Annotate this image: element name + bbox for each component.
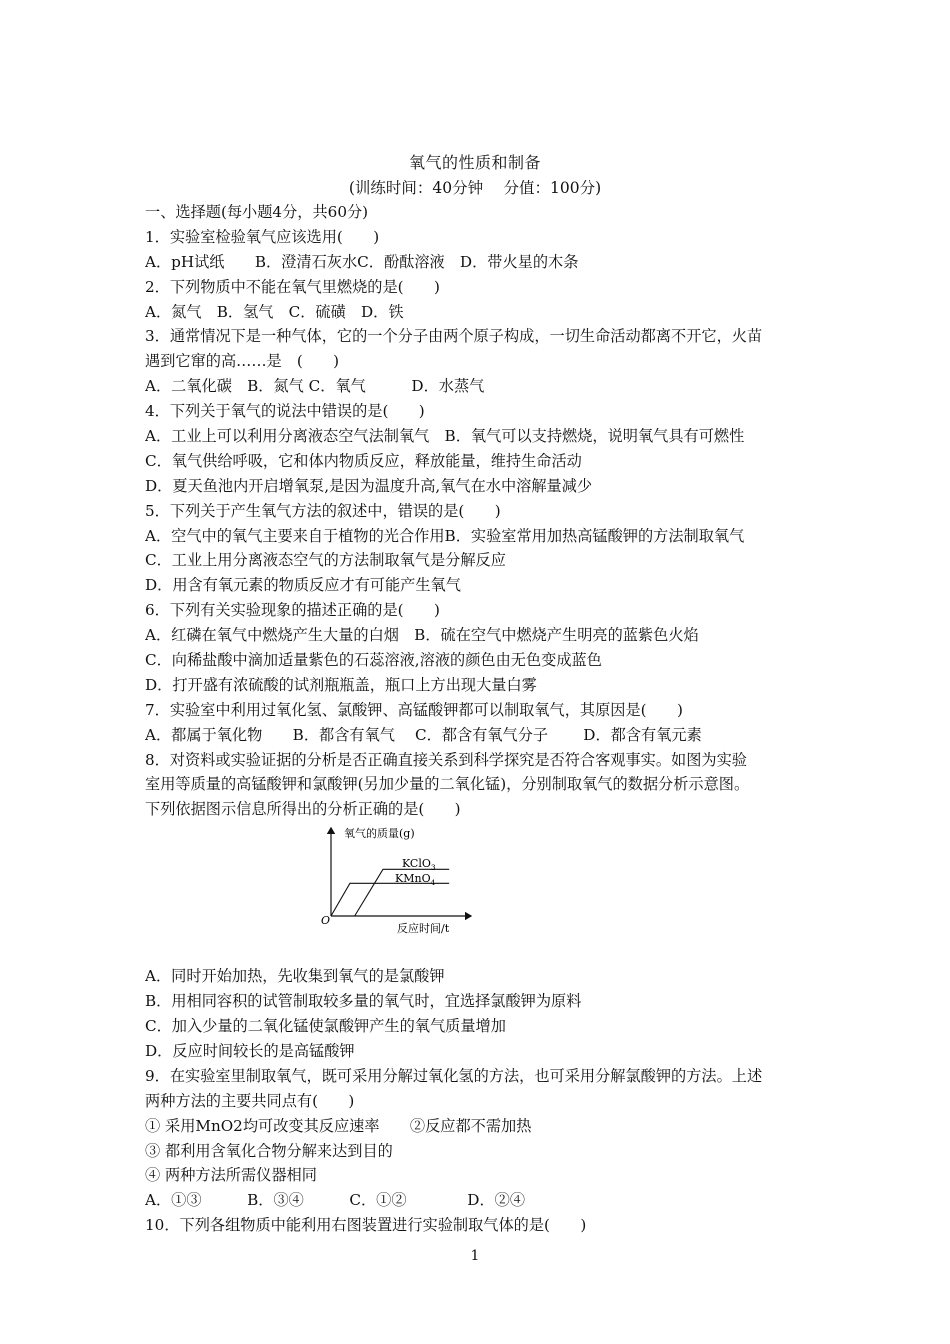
series-label-kmno4: KMnO$_4$ xyxy=(395,872,436,888)
series-line-kmno4 xyxy=(331,884,449,917)
text-line: A．同时开始加热，先收集到氧气的是氯酸钾 xyxy=(145,967,445,986)
text-line: 两种方法的主要共同点有( ) xyxy=(145,1091,355,1110)
text-line: A．红磷在氧气中燃烧产生大量的白烟 B．硫在空气中燃烧产生明亮的蓝紫色火焰 xyxy=(145,626,699,645)
text-line: C．向稀盐酸中滴加适量紫色的石蕊溶液,溶液的颜色由无色变成蓝色 xyxy=(145,651,602,670)
question-body xyxy=(145,200,810,1238)
page-number: 1 xyxy=(470,1248,480,1264)
text-line: ① 采用MnO2均可改变其反应速率 ②反应都不需加热 xyxy=(145,1116,532,1135)
text-line: A．①③ B．③④ C．①② D．②④ xyxy=(145,1191,526,1210)
text-line: A．空气中的氧气主要来自于植物的光合作用B．实验室常用加热高锰酸钾的方法制取氧气 xyxy=(145,526,745,545)
text-line: C．加入少量的二氧化锰使氯酸钾产生的氧气质量增加 xyxy=(145,1017,506,1036)
text-line: 6．下列有关实验现象的描述正确的是( ) xyxy=(145,601,440,620)
text-line: A．二氧化碳 B．氮气 C．氧气 D．水蒸气 xyxy=(145,377,485,396)
origin-label: O xyxy=(321,914,331,928)
y-axis-label: 氧气的质量(g) xyxy=(344,827,415,841)
text-line: 2．下列物质中不能在氧气里燃烧的是( ) xyxy=(145,277,440,296)
text-line: ③ 都利用含氧化合物分解来达到目的 xyxy=(145,1141,393,1160)
text-line: 室用等质量的高锰酸钾和氯酸钾(另加少量的二氧化锰)，分别制取氧气的数据分析示意图。 xyxy=(145,775,750,794)
text-line: B．用相同容积的试管制取较多量的氧气时，宜选择氯酸钾为原料 xyxy=(145,992,582,1011)
text-line: A．工业上可以利用分离液态空气法制氧气 B．氧气可以支持燃烧，说明氧气具有可燃性 xyxy=(145,427,745,446)
text-line: A．都属于氧化物 B．都含有氧气 C．都含有氧气分子 D．都含有氧元素 xyxy=(145,725,702,744)
text-line: 遇到它窜的高……是 ( ) xyxy=(145,352,340,371)
series-label-kclo3: KClO$_3$ xyxy=(402,857,436,873)
x-axis-label: 反应时间/t xyxy=(397,922,450,936)
series-layer xyxy=(331,857,449,916)
text-line: ④ 两种方法所需仪器相同 xyxy=(145,1166,317,1185)
series-line-kclo3 xyxy=(331,870,449,917)
text-line: 7．实验室中利用过氧化氢、氯酸钾、高锰酸钾都可以制取氧气，其原因是( ) xyxy=(145,700,683,719)
text-line: D．反应时间较长的是高锰酸钾 xyxy=(145,1041,355,1060)
text-line: A．氮气 B．氢气 C．硫磺 D．铁 xyxy=(145,302,404,321)
text-line: D．夏天鱼池内开启增氧泵,是因为温度升高,氧气在水中溶解量减少 xyxy=(145,476,593,495)
oxygen-mass-figure xyxy=(145,822,810,964)
text-line: D．用含有氧元素的物质反应才有可能产生氧气 xyxy=(145,576,461,595)
text-line: C．氧气供给呼吸，它和体内物质反应，释放能量，维持生命活动 xyxy=(145,451,582,470)
text-line: 1．实验室检验氧气应该选用( ) xyxy=(145,227,380,246)
text-line: 10．下列各组物质中能利用右图装置进行实验制取气体的是( ) xyxy=(145,1216,587,1235)
page-subtitle: (训练时间：40分钟 分值：100分) xyxy=(348,179,602,197)
text-line: 一、选择题(每小题4分，共60分) xyxy=(145,203,369,221)
text-line: 4．下列关于氧气的说法中错误的是( ) xyxy=(145,402,425,421)
text-line: 5．下列关于产生氧气方法的叙述中，错误的是( ) xyxy=(145,501,501,520)
page-title: 氧气的性质和制备 xyxy=(408,153,541,172)
text-line: D．打开盛有浓硫酸的试剂瓶瓶盖，瓶口上方出现大量白雾 xyxy=(145,675,537,694)
text-line: 9．在实验室里制取氧气，既可采用分解过氧化氢的方法，也可采用分解氯酸钾的方法。上述 xyxy=(145,1066,763,1085)
text-line: 下列依据图示信息所得出的分析正确的是( ) xyxy=(145,800,461,819)
text-line: 8．对资料或实验证据的分析是否正确直接关系到科学探究是否符合客观事实。如图为实验 xyxy=(145,750,747,769)
text-line: C．工业上用分离液态空气的方法制取氧气是分解反应 xyxy=(145,551,506,570)
text-line: 3．通常情况下是一种气体，它的一个分子由两个原子构成，一切生命活动都离不开它，火苗 xyxy=(145,327,763,346)
oxygen-mass-chart xyxy=(315,824,475,936)
text-line: A．pH试纸 B．澄清石灰水C．酚酞溶液 D．带火星的木条 xyxy=(145,252,579,271)
